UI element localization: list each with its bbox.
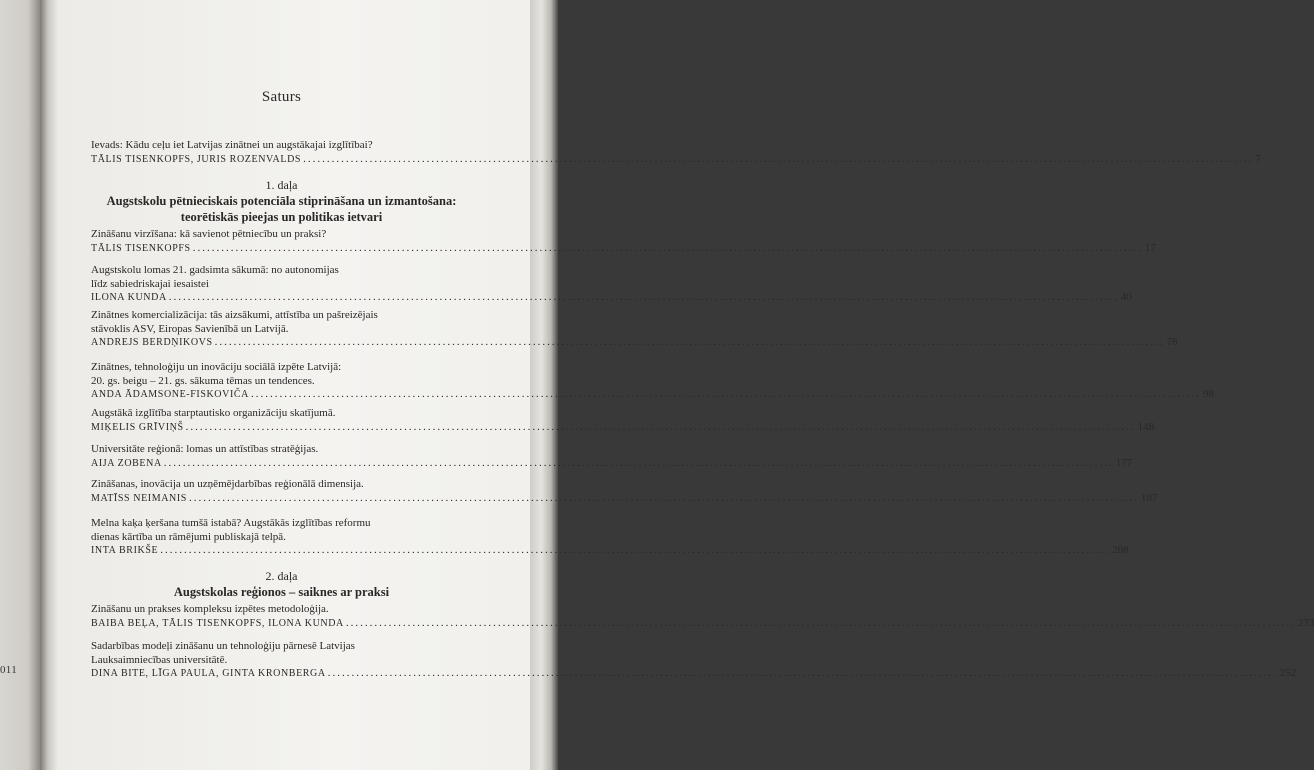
leader-dots: ........................................................................................................................................................................................................ [185,420,1136,433]
part-title: Augstskolu pētnieciskais potenciāla stiprināšana un izmantošana: teorētiskās pieejas un politikas ietvari [106,194,457,224]
left-page [0,0,40,770]
page-title: Saturs [261,89,302,105]
leader-dots: ........................................................................................................................................................................................................ [250,388,1201,400]
entry-page: 40 [1120,291,1132,303]
toc-entry [91,517,1129,558]
entry-authors: BAIBA BEĻA, TĀLIS TISENKOPFS, ILONA KUNDA [91,617,344,629]
entry-title: Melna kaķa ķeršana tumšā istabā? Augstākās izglītības reformu dienas kārtība un rāmējumi publiskajā telpā. [91,517,371,543]
toc-entry [91,228,1156,255]
page-edge [530,0,558,770]
toc-entry [91,407,1155,434]
entry-title: Zinātnes komercializācija: tās aizsākumi, attīstība un pašreizējais stāvoklis ASV, Eiropas Savienībā un Latvijā. [91,309,378,335]
leader-dots: ........................................................................................................................................................................................................ [214,336,1165,348]
entry-title: Augstākā izglītība starptautisko organizāciju skatījumā. [91,407,336,419]
leader-dots: ........................................................................................................................................................................................................ [327,667,1278,679]
entry-page: 208 [1112,544,1129,556]
entry-title: Zinātnes, tehnoloģiju un inovāciju sociālā izpēte Latvijā: 20. gs. beigu – 21. gs. sākuma tēmas un tendences. [91,361,342,387]
leader-dots: ........................................................................................................................................................................................................ [345,616,1296,629]
entry-title: Sadarbības modeļi zināšanu un tehnoloģiju pārnesē Latvijas Lauksaimniecības universitātē. [91,640,355,666]
entry-authors: ANDA ĀDAMSONE-FISKOVIČA [91,389,249,400]
entry-title: Zināšanu virzīšana: kā savienot pētniecību un praksi? [91,228,327,240]
part-label: 2. daļa [265,569,298,583]
toc-entry [91,139,1261,166]
entry-authors: INTA BRIKŠE [91,545,159,556]
toc-entry [91,361,1214,402]
entry-title: Universitāte reģionā: lomas un attīstības stratēģijas. [91,443,319,455]
toc-entry [91,603,1314,630]
entry-authors: TĀLIS TISENKOPFS, JURIS ROZENVALDS [91,153,302,165]
toc-entry [91,264,1132,305]
entry-authors: DINA BITE, LĪGA PAULA, GINTA KRONBERGA [91,668,326,679]
entry-page: 7 [1255,152,1261,165]
toc-entry [91,443,1133,470]
leader-dots: ........................................................................................................................................................................................................ [188,491,1139,504]
toc-entry [91,640,1297,681]
part-title: Augstskolas reģionos – saiknes ar praksi [173,585,390,599]
entry-title: Augstskolu lomas 21. gadsimta sākumā: no autonomijas līdz sabiedriskajai iesaistei [91,264,339,290]
entry-authors: MATĪSS NEIMANIS [91,492,187,504]
entry-title: Ievads: Kādu ceļu iet Latvijas zinātnei un augstākajai izglītībai? [91,139,373,151]
entry-authors: TĀLIS TISENKOPFS [91,242,191,254]
entry-page: 78 [1166,336,1178,348]
entry-authors: ANDREJS BERDŅIKOVS [91,337,213,348]
entry-authors: MIĶELIS GRĪVIŅŠ [91,421,184,433]
entry-authors: ILONA KUNDA [91,292,167,303]
entry-title: Zināšanu un prakses kompleksu izpētes metodoloģija. [91,603,329,615]
entry-page: 98 [1202,388,1214,400]
part-heading [91,178,472,225]
entry-page: 187 [1140,491,1158,504]
entry-page: 252 [1279,667,1297,679]
left-page-fragment: 011 [0,664,17,676]
entry-page: 148 [1137,420,1155,433]
entry-page: 233 [1297,616,1314,629]
toc-entry [91,309,1178,350]
entry-page: 17 [1144,241,1156,254]
leader-dots: ........................................................................................................................................................................................................ [168,291,1119,303]
entry-page: 177 [1115,456,1133,469]
leader-dots: ........................................................................................................................................................................................................ [192,241,1143,254]
toc-entry [91,478,1158,505]
leader-dots: ........................................................................................................................................................................................................ [163,456,1114,469]
entry-title: Zināšanas, inovācija un uzņēmējdarbības reģionālā dimensija. [91,478,364,490]
entry-authors: AIJA ZOBENA [91,457,162,469]
part-heading [91,569,472,600]
leader-dots: ........................................................................................................................................................................................................ [303,152,1254,165]
part-label: 1. daļa [265,178,298,192]
leader-dots: ........................................................................................................................................................................................................ [160,544,1111,556]
